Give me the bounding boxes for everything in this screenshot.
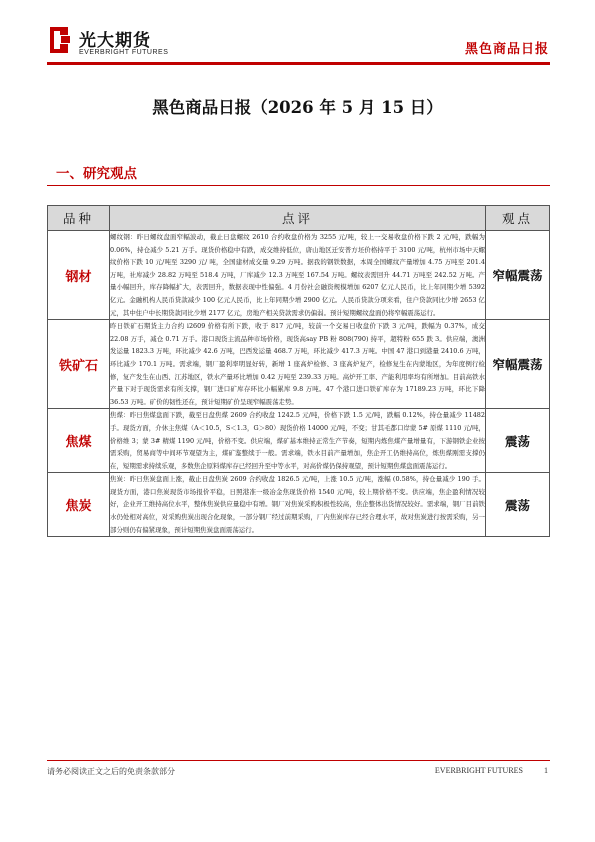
view-cell: 震荡: [486, 409, 550, 473]
footer-brand: EVERBRIGHT FUTURES: [434, 766, 523, 775]
comment-cell: 螺纹钢：昨日螺纹盘面窄幅波动，截止日盘螺纹 2610 合约收盘价格为 3255 元/吨，较上一交易收盘价格下跌 2 元/吨，跌幅为 0.06%，持仓减少 5.21 万手。现货价格稳中有跌，成交维持低位，唐山地区迁安普方坯价格持平于 3100 元/吨，杭州市场中天螺纹价格下跌 10 元/吨至 3290 元/ 吨，全国建材成交量 9.29 万吨。据我的钢铁数据，本周全国螺纹产量增加 4.75 万吨至 201.4 万吨，社库减少 28.82 万吨至 518.4 万吨，厂库减少 12.3 万吨至 167.54 万吨。螺纹表需回升 44.71 万吨至 242.52 万吨。产量小幅回升，库存降幅扩大，表需回升，数据表现中性偏强。4 月份社会融资规模增加 6207 亿元人民币，比上年同期少增 5392 亿元。金融机构人民币贷款减少 100 亿元人民币，比上年同期少增 2900 亿元。人民币贷款分项来看，住户贷款同比少增 2653 亿元，其中住户中长期贷款同比少增 2177 亿元，房地产相关贷款需求仍偏弱。预计短期螺纹盘面仍将窄幅震荡运行。: [110, 231, 486, 320]
table-header-row: [48, 206, 550, 231]
table-row: [48, 320, 550, 409]
brand-logo-icon: [47, 25, 73, 55]
view-cell: 窄幅震荡: [486, 231, 550, 320]
header-divider: [47, 62, 550, 65]
product-cell: 钢材: [48, 231, 110, 320]
product-cell: 焦煤: [48, 409, 110, 473]
view-cell: 窄幅震荡: [486, 320, 550, 409]
comment-cell: 昨日铁矿石期货主力合约 i2609 价格有所下跌，收于 817 元/吨，较前一个交易日收盘价下跌 3 元/吨，跌幅为 0.37%，成交 22.08 万手，减仓 0.71 万手。港口现货主流品种市场价格，现货高say PB 粉 808(790) 持平，超特粉 655 跌 3。供应端，澳洲发运量 1823.3 万吨，环比减少 42.6 万吨，巴西发运量 468.7 万吨，环比减少 417.3 万吨。中国 47 港口到港量 2410.6 万吨，环比减少 170.1 万吨。需求端，钢厂盈利率明显好转，新增 1 座高炉检修、3 座高炉复产，检修复生在内蒙地区，为年度例行检修，复产发生在山西、江苏地区，铁水产量环比增加 0.42 万吨至 239.33 万吨。高炉开工率、产能利用率均有所增加。目前高铁水产量下对于现货需求有所支撑，钢厂进口矿库存环比小幅累库 9.8 万吨。47 个港口进口铁矿库存为 17189.23 万吨，环比下降 36.53 万吨。矿价的韧性还在，预计短期矿价呈现窄幅震荡走势。: [110, 320, 486, 409]
product-cell: 焦炭: [48, 473, 110, 537]
table-row: [48, 409, 550, 473]
comment-cell: 焦煤：昨日焦煤盘面下跌，截至日盘焦煤 2609 合约收盘 1242.5 元/吨，价格下跌 1.5 元/吨，跌幅 0.12%，持仓量减少 11482 手。现货方面，介休主焦煤（A＜10.5，S＜1.3，G＞80）现货价格 14000 元/吨，不变；甘其毛都口岸蒙 5# 原煤 1110 元/吨，价格维 3；蒙 3# 精煤 1190 元/吨，价格不变。供应端，煤矿基本维持正常生产节奏，短期内炼焦煤产量增量有，下游钢铁企业按需采购，贸易商等中间环节观望为主，煤矿鉴整续于一般。需求端，铁水目前产量增加，焦企开工仍维持高位，炼焦煤刚需支撑仍在，短期需求持续乐观，多数焦企原料煤库存已经回升至中等水平，对高价煤仍保持观望，预计短期焦煤盘面震荡运行。: [110, 409, 486, 473]
brand-name-en: EVERBRIGHT FUTURES: [79, 49, 169, 56]
view-cell: 震荡: [486, 473, 550, 537]
comment-cell: 焦炭：昨日焦炭盘面上涨，截止日盘焦炭 2609 合约收盘 1826.5 元/吨，上涨 10.5 元/吨，涨幅 (0.58%，持仓量减少 190 手。现货方面，港口焦炭现货市场报价平稳，日照港准一级冶金焦现货价格 1540 元/吨，较上期价格不变。供应端，焦企盈利情况较好，企业开工维持高位水平，整体焦炭供应量稳中有增。钢厂对焦炭采购积极性较高，焦企整体出货情况较好。需求端，钢厂目前铁水仍处相对高位，对采购焦炭出现合化现象，一部分钢厂经过前期采购，厂内焦炭库存已经合理水平，故对焦炭进行按需采购，另一部分则仍有偏紧现象，预计短期焦炭盘面震荡运行。: [110, 473, 486, 537]
research-table: [47, 205, 550, 537]
disclaimer-note: 请务必阅读正文之后的免责条款部分: [47, 767, 175, 776]
footer-divider: [47, 760, 550, 761]
page-header: [0, 0, 595, 70]
page-number: 1: [544, 766, 548, 775]
product-cell: 铁矿石: [48, 320, 110, 409]
header-view: 观点: [486, 206, 550, 231]
report-name: 黑色商品日报: [464, 42, 549, 57]
section-divider: [47, 185, 550, 186]
brand-name-cn: 光大期货: [79, 31, 151, 51]
brand-logo: [47, 25, 177, 65]
header-product: 品种: [48, 206, 110, 231]
table-row: [48, 231, 550, 320]
document-title: 黑色商品日报（2026 年 5 月 15 日）: [152, 98, 443, 117]
table-row: [48, 473, 550, 537]
header-comment: 点评: [110, 206, 486, 231]
section-title: 一、研究观点: [56, 166, 137, 182]
